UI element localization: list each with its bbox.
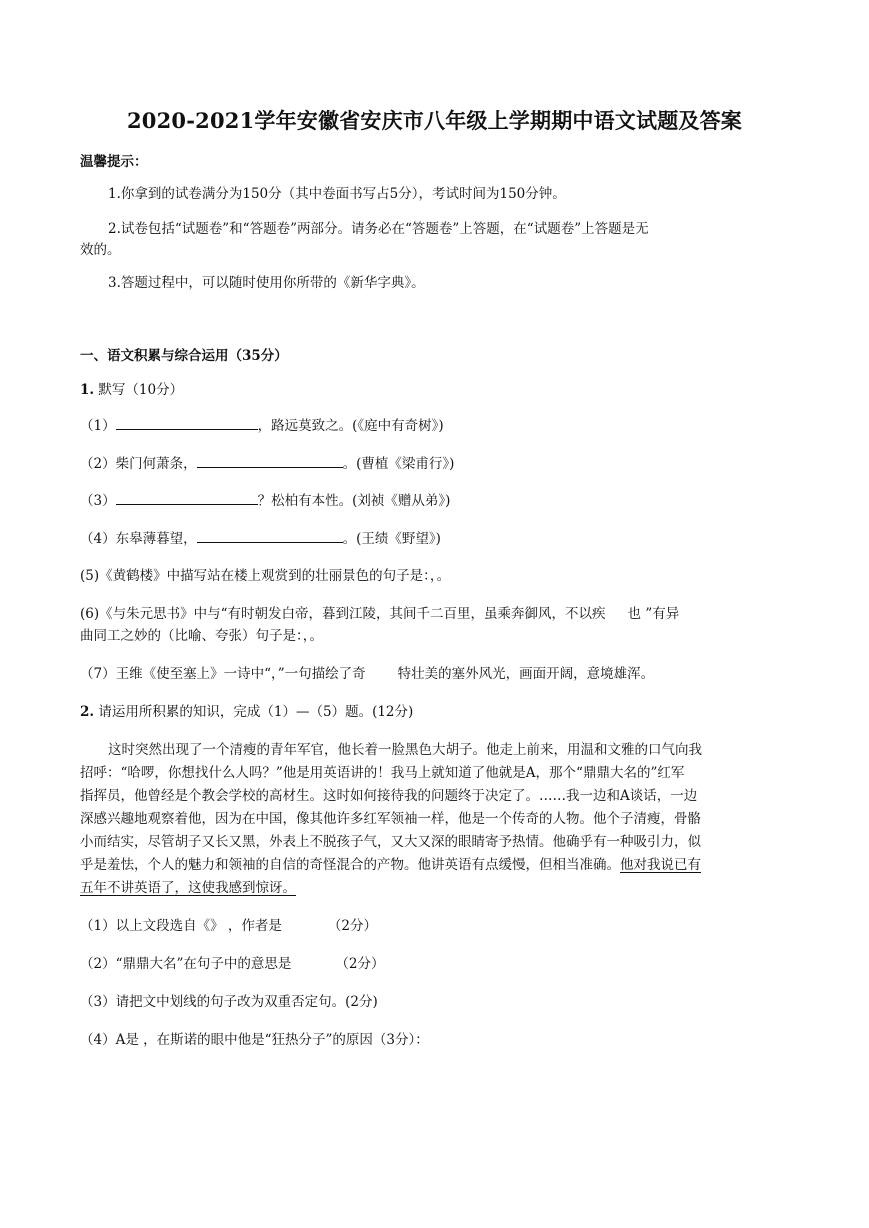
- q2-sub-2: [80, 954, 385, 974]
- q1-item-6-text: (6)《与朱元思书》中与“有时朝发白帝，暮到江陵，其间千二百里，虽乘奔御风，不以疾: [80, 606, 606, 622]
- passage-line: 这时突然出现了一个清瘦的青年军官，他长着一脸黑色大胡子。他走上前来，用温和文雅的口气向我: [108, 742, 702, 758]
- notice-heading: 温馨提示：: [80, 154, 148, 170]
- q1-item-7: [80, 664, 654, 684]
- q1-item-suffix: ？松柏有本性。(刘祯《赠从弟》): [257, 493, 451, 509]
- notice-item-3: 3.答题过程中，可以随时使用你所带的《新华字典》。: [108, 275, 425, 291]
- q2-sub-1: [80, 916, 377, 936]
- underlined-sentence: 五年不讲英语了，这使我感到惊讶。: [80, 880, 296, 896]
- q2-sub-score: （2分）: [327, 918, 377, 934]
- question-1: [80, 380, 183, 400]
- q1-item-5: (5)《黄鹤楼》中描写站在楼上观赏到的壮丽景色的句子是：，。: [80, 568, 451, 584]
- q1-item-suffix: 。(王绩《野望》): [342, 531, 441, 547]
- passage-line: 指挥员，他曾经是个教会学校的高材生。这时如何接待我的问题终于决定了。……我一边和A谈话，一边: [80, 788, 698, 804]
- q1-item-6-end: 也 ”有异: [627, 606, 680, 622]
- answer-blank[interactable]: [116, 490, 258, 505]
- q1-item-1: [80, 415, 444, 436]
- q2-sub-3: （3）请把文中划线的句子改为双重否定句。(2分): [80, 994, 378, 1010]
- question-text: 默写（10分）: [98, 382, 184, 398]
- section-heading: 一、语文积累与综合运用（35分）: [80, 348, 288, 364]
- q1-item-prefix: （3）: [80, 493, 116, 509]
- q1-item-4: [80, 528, 441, 549]
- notice-item-2-cont: 效的。: [80, 242, 121, 258]
- answer-blank[interactable]: [116, 415, 258, 430]
- q1-item-6: [80, 604, 679, 624]
- q1-item-6-cont: 曲同工之妙的（比喻、夸张）句子是：，。: [80, 628, 323, 644]
- passage-line: 深感兴趣地观察着他，因为在中国，像其他许多红军领袖一样，他是一个传奇的人物。他个子清瘦，骨骼: [80, 811, 701, 827]
- question-text: 请运用所积累的知识，完成（1）—（5）题。(12分): [98, 704, 414, 720]
- document-title: 2020-2021学年安徽省安庆市八年级上学期期中语文试题及答案: [126, 108, 742, 133]
- q1-item-7-end: 特壮美的塞外风光，画面开阔，意境雄浑。: [397, 666, 655, 682]
- answer-blank[interactable]: [197, 528, 343, 543]
- answer-blank[interactable]: [197, 453, 343, 468]
- passage-text: 乎是羞怯，个人的魅力和领袖的自信的奇怪混合的产物。他讲英语有点缓慢，但相当准确。: [80, 857, 620, 873]
- passage-line: [80, 855, 701, 875]
- q2-sub-text: （2）“鼎鼎大名”在句子中的意思是: [80, 956, 292, 972]
- q2-sub-4: （4）A是 ，在斯诺的眼中他是“狂热分子”的原因（3分）：: [80, 1032, 429, 1048]
- passage-line: 招呼：“哈啰，你想找什么人吗？”他是用英语讲的！我马上就知道了他就是A，那个“鼎鼎大名的”红军: [80, 765, 685, 781]
- question-number: 2.: [80, 704, 95, 720]
- q1-item-suffix: ，路远莫致之。(《庭中有奇树》): [257, 418, 444, 434]
- question-number: 1.: [80, 382, 95, 398]
- notice-item-1: 1.你拿到的试卷满分为150分（其中卷面书写占5分），考试时间为150分钟。: [108, 186, 566, 202]
- passage-line: 小而结实，尽管胡子又长又黑，外表上不脱孩子气，又大又深的眼睛寄予热情。他确乎有一种吸引力，似: [80, 834, 701, 850]
- question-2: [80, 702, 413, 722]
- q1-item-prefix: （4）东皋薄暮望，: [80, 531, 197, 547]
- q2-sub-score: （2分）: [335, 956, 385, 972]
- q1-item-2: [80, 453, 454, 474]
- q1-item-prefix: （2）柴门何萧条，: [80, 456, 197, 472]
- q2-sub-text: （1）以上文段选自《》 ，作者是: [80, 918, 282, 934]
- q1-item-3: [80, 490, 450, 511]
- q1-item-suffix: 。(曹植《梁甫行》): [342, 456, 455, 472]
- underlined-sentence: 他对我说已有: [620, 857, 701, 873]
- q1-item-7-text: （7）王维《使至塞上》一诗中“，”一句描绘了奇: [80, 666, 366, 682]
- passage-line: [80, 878, 296, 898]
- notice-item-2: 2.试卷包括“试题卷”和“答题卷”两部分。请务必在“答题卷”上答题，在“试题卷”上答题是无: [108, 221, 649, 237]
- q1-item-prefix: （1）: [80, 418, 116, 434]
